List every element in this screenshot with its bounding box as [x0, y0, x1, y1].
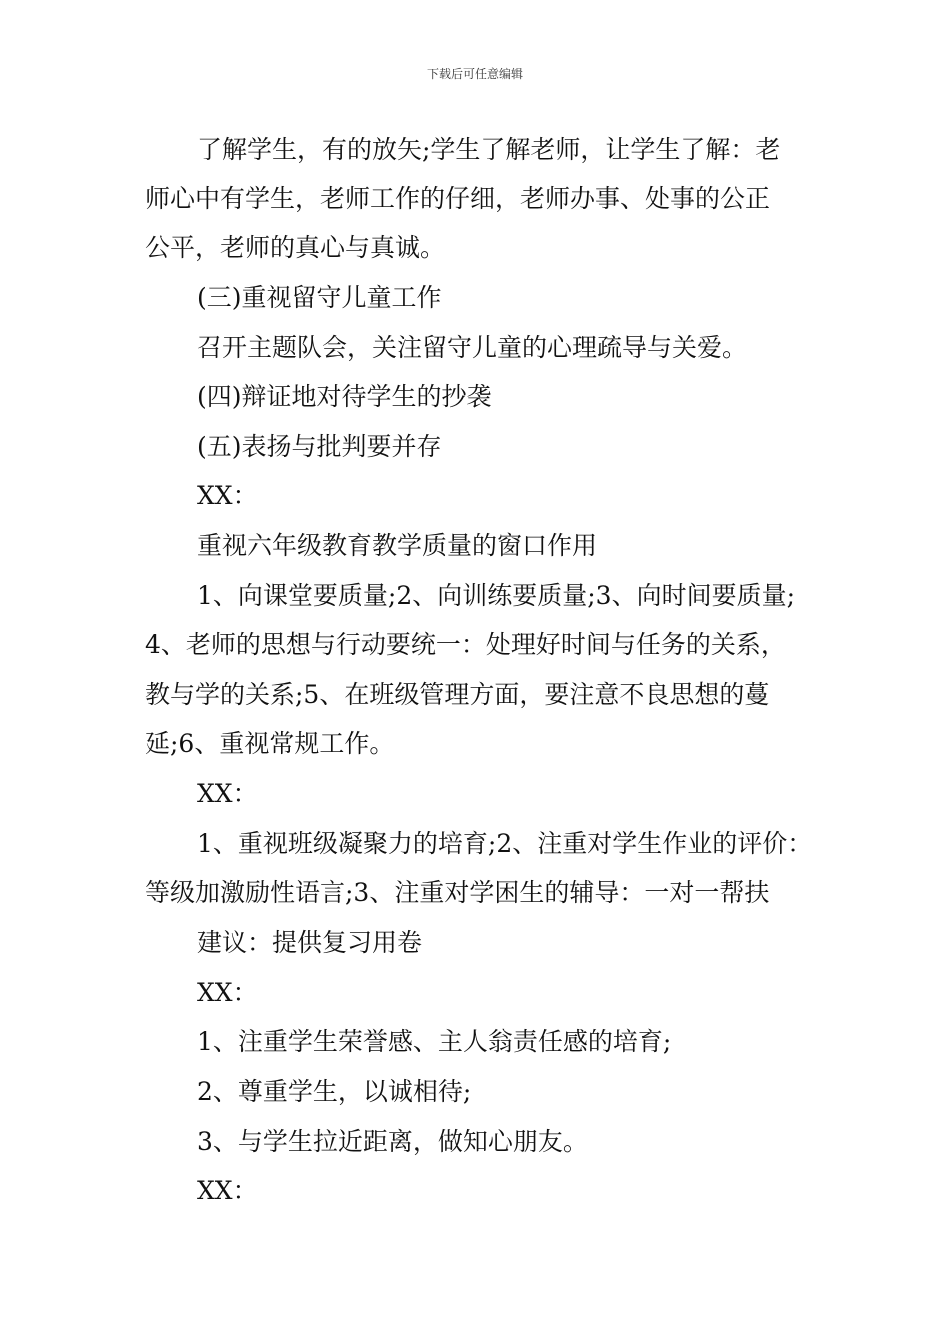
paragraph-line: 3、与学生拉近距离，做知心朋友。 [197, 1127, 588, 1156]
paragraph-line: 1、向课堂要质量;2、向训练要质量;3、向时间要质量; [197, 581, 795, 610]
paragraph-line: 教与学的关系;5、在班级管理方面，要注意不良思想的蔓 [145, 680, 770, 709]
page-header: 下载后可任意编辑 [426, 67, 523, 81]
speaker-label: XX： [197, 481, 258, 510]
paragraph-line: 重视六年级教育教学质量的窗口作用 [197, 531, 598, 560]
paragraph-line: 1、重视班级凝聚力的培育;2、注重对学生作业的评价： [197, 829, 813, 858]
paragraph-line: 召开主题队会，关注留守儿童的心理疏导与关爱。 [197, 333, 748, 362]
paragraph-line: 师心中有学生，老师工作的仔细，老师办事、处事的公正 [145, 184, 771, 213]
paragraph-line: 了解学生，有的放矢;学生了解老师，让学生了解：老 [197, 135, 781, 164]
paragraph-line: 建议：提供复习用卷 [197, 928, 423, 957]
section-heading: (三)重视留守儿童工作 [197, 283, 442, 312]
speaker-label: XX： [197, 978, 258, 1007]
paragraph-line: 1、注重学生荣誉感、主人翁责任感的培育; [197, 1027, 672, 1056]
speaker-label: XX： [197, 1176, 258, 1205]
paragraph-line: 2、尊重学生，以诚相待; [197, 1077, 472, 1106]
paragraph-line: 延;6、重视常规工作。 [145, 729, 395, 758]
speaker-label: XX： [197, 779, 258, 808]
paragraph-line: 公平，老师的真心与真诚。 [145, 233, 446, 262]
paragraph-line: 4、老师的思想与行动要统一：处理好时间与任务的关系， [145, 630, 786, 659]
section-heading: (五)表扬与批判要并存 [197, 432, 442, 461]
section-heading: (四)辩证地对待学生的抄袭 [197, 382, 492, 411]
paragraph-line: 等级加激励性语言;3、注重对学困生的辅导：一对一帮扶 [145, 878, 770, 907]
